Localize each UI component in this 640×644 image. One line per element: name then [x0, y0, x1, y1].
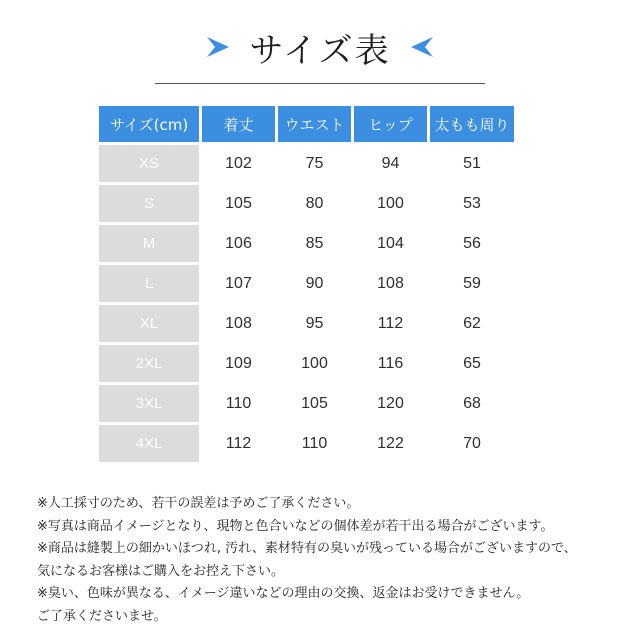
waist-cell: 85	[305, 234, 324, 252]
length-cell: 105	[225, 194, 252, 212]
title-row	[0, 22, 640, 72]
hip-cell: 108	[377, 274, 404, 292]
waist-cell: 100	[301, 354, 328, 372]
thigh-cell: 59	[463, 274, 481, 292]
waist-cell: 110	[301, 434, 328, 452]
size-cell: L	[99, 265, 199, 302]
table-row	[99, 305, 514, 342]
note-line: ※臭い、色味が異なる、イメージ違いなどの理由の交換、返金はお受けできません。	[37, 586, 530, 601]
length-cell: 107	[225, 274, 252, 292]
thigh-cell: 51	[463, 154, 481, 172]
thigh-cell: 53	[463, 194, 481, 212]
size-cell: 4XL	[99, 425, 199, 462]
note-line: ※写真は商品イメージとなり、現物と色合いなどの個体差が若干出る場合がございます。	[37, 518, 554, 534]
table-row	[99, 145, 514, 182]
size-cell: S	[99, 185, 199, 222]
thigh-cell: 70	[463, 434, 481, 452]
page-title: サイズ表	[249, 30, 391, 71]
table-header-row	[99, 106, 514, 142]
table-row	[99, 265, 514, 302]
note-line: ※人工採寸のため、若干の誤差は予めご了承ください。	[37, 496, 360, 511]
size-cell: XS	[99, 145, 199, 182]
notes	[37, 493, 627, 628]
waist-cell: 80	[305, 194, 324, 212]
hip-cell: 104	[377, 234, 404, 252]
size-cell: XL	[99, 305, 199, 342]
chevron-right-icon	[203, 34, 237, 60]
length-cell: 106	[225, 234, 252, 252]
thigh-cell: 65	[463, 354, 481, 372]
title-divider	[155, 83, 485, 84]
length-cell: 102	[225, 154, 252, 172]
waist-cell: 95	[305, 314, 324, 332]
header-length: 着丈	[202, 106, 275, 142]
size-cell: 3XL	[99, 385, 199, 422]
header-size: サイズ(cm)	[99, 106, 199, 142]
header-thigh: 太もも周り	[430, 106, 514, 142]
thigh-cell: 56	[463, 234, 481, 252]
waist-cell: 105	[301, 394, 328, 412]
hip-cell: 112	[377, 314, 404, 332]
thigh-cell: 68	[463, 394, 481, 412]
hip-cell: 120	[377, 394, 404, 412]
length-cell: 108	[225, 314, 252, 332]
length-cell: 110	[225, 394, 252, 412]
hip-cell: 116	[377, 354, 404, 372]
note-line: ご了承くださいませ。	[37, 608, 167, 624]
note-line: ※商品は縫製上の細かいほつれ, 汚れ、素材特有の臭いが残っている場合がございますので、	[37, 541, 577, 556]
length-cell: 109	[225, 354, 252, 372]
waist-cell: 90	[305, 274, 324, 292]
header-hip: ヒップ	[354, 106, 427, 142]
hip-cell: 100	[377, 194, 404, 212]
table-row	[99, 425, 514, 462]
thigh-cell: 62	[463, 314, 481, 332]
table-row	[99, 385, 514, 422]
header-waist: ウエスト	[278, 106, 351, 142]
length-cell: 112	[225, 434, 252, 452]
table-row	[99, 345, 514, 382]
table-row	[99, 225, 514, 262]
table-row	[99, 185, 514, 222]
hip-cell: 122	[377, 434, 404, 452]
size-cell: 2XL	[99, 345, 199, 382]
waist-cell: 75	[305, 154, 324, 172]
hip-cell: 94	[381, 154, 400, 172]
chevron-left-icon	[403, 34, 437, 60]
size-cell: M	[99, 225, 199, 262]
size-table	[96, 103, 517, 465]
note-line: 気になるお客様はご購入をお控え下さい。	[37, 563, 285, 579]
